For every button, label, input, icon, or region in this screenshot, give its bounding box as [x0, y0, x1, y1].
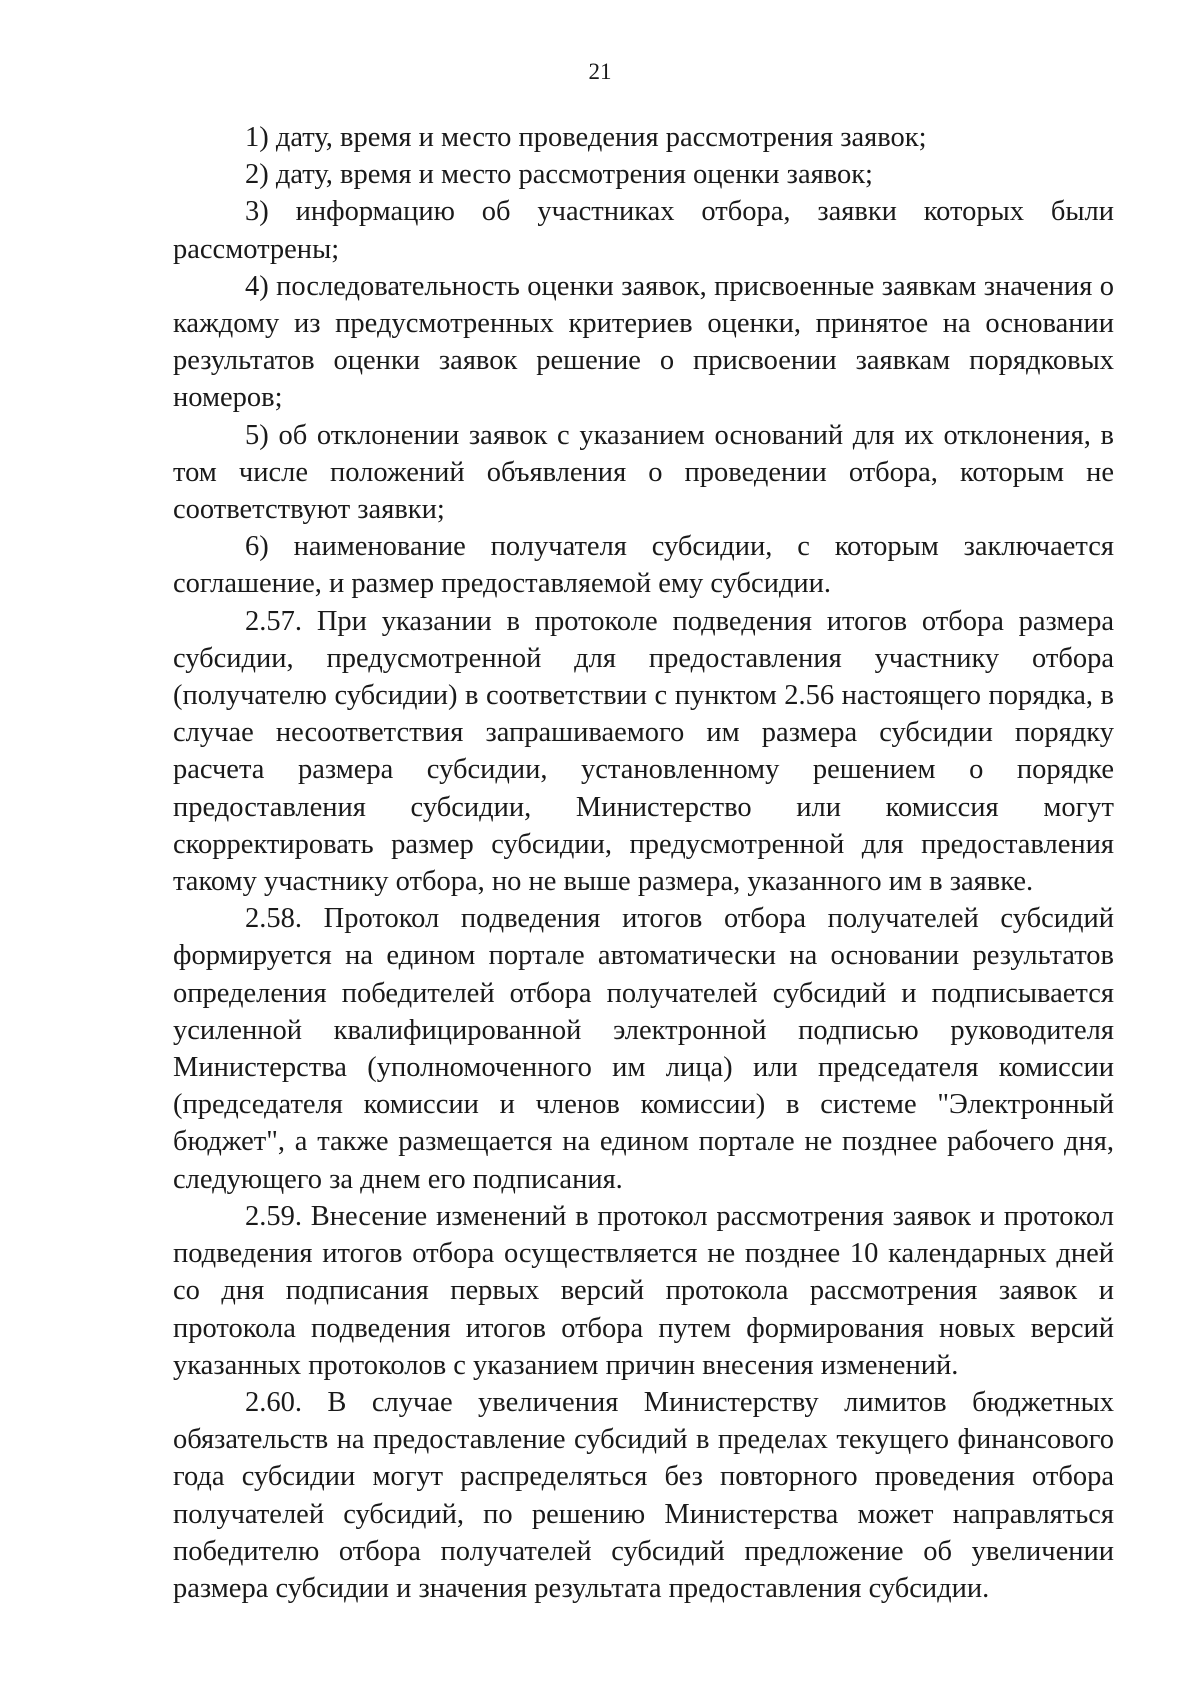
- list-item-4: 4) последовательность оценки заявок, присвоенные заявкам значения о каждому из предусмотренных критериев оценки, принятое на основании результатов оценки заявок решение о присвоении заявкам порядковых номеров;: [173, 270, 1114, 414]
- document-body: [173, 119, 1114, 1607]
- page-number: 21: [588, 59, 612, 84]
- clause-2-58: 2.58. Протокол подведения итогов отбора получателей субсидий формируется на едином портале автоматически на основании результатов определения победителей отбора получателей субсидий и подписывается усиленной квалифицированной электронной подписью руководителя Министерства (уполномоченного им лица) или председателя комиссии (председателя комиссии и членов комиссии) в системе "Электронный бюджет", а также размещается на едином портале не позднее рабочего дня, следующего за днем его подписания.: [173, 903, 1114, 1195]
- list-item-5: 5) об отклонении заявок с указанием оснований для их отклонения, в том числе положений объявления о проведении отбора, которым не соответствуют заявки;: [173, 419, 1114, 526]
- list-item-6: 6) наименование получателя субсидии, с которым заключается соглашение, и размер предоставляемой ему субсидии.: [173, 531, 1114, 600]
- list-item-1: 1) дату, время и место проведения рассмотрения заявок;: [245, 122, 927, 153]
- clause-2-59: 2.59. Внесение изменений в протокол рассмотрения заявок и протокол подведения итогов отбора осуществляется не позднее 10 календарных дней со дня подписания первых версий протокола рассмотрения заявок и протокола подведения итогов отбора путем формирования новых версий указанных протоколов с указанием причин внесения изменений.: [173, 1200, 1114, 1381]
- list-item-3: 3) информацию об участниках отбора, заявки которых были рассмотрены;: [173, 196, 1114, 265]
- list-item-2: 2) дату, время и место рассмотрения оценки заявок;: [245, 159, 873, 191]
- clause-2-60: 2.60. В случае увеличения Министерству лимитов бюджетных обязательств на предоставление субсидий в пределах текущего финансового года субсидии могут распределяться без повторного проведения отбора получателей субсидий, по решению Министерства может направляться победителю отбора получателей субсидий предложение об увеличении размера субсидии и значения результата предоставления субсидии.: [173, 1386, 1114, 1604]
- clause-2-57: 2.57. При указании в протоколе подведения итогов отбора размера субсидии, предусмотренной для предоставления участнику отбора (получателю субсидии) в соответствии с пунктом 2.56 настоящего порядка, в случае несоответствия запрашиваемого им размера субсидии порядку расчета размера субсидии, установленному решением о порядке предоставления субсидии, Министерство или комиссия могут скорректировать размер субсидии, предусмотренной для предоставления такому участнику отбора, но не выше размера, указанного им в заявке.: [173, 605, 1114, 898]
